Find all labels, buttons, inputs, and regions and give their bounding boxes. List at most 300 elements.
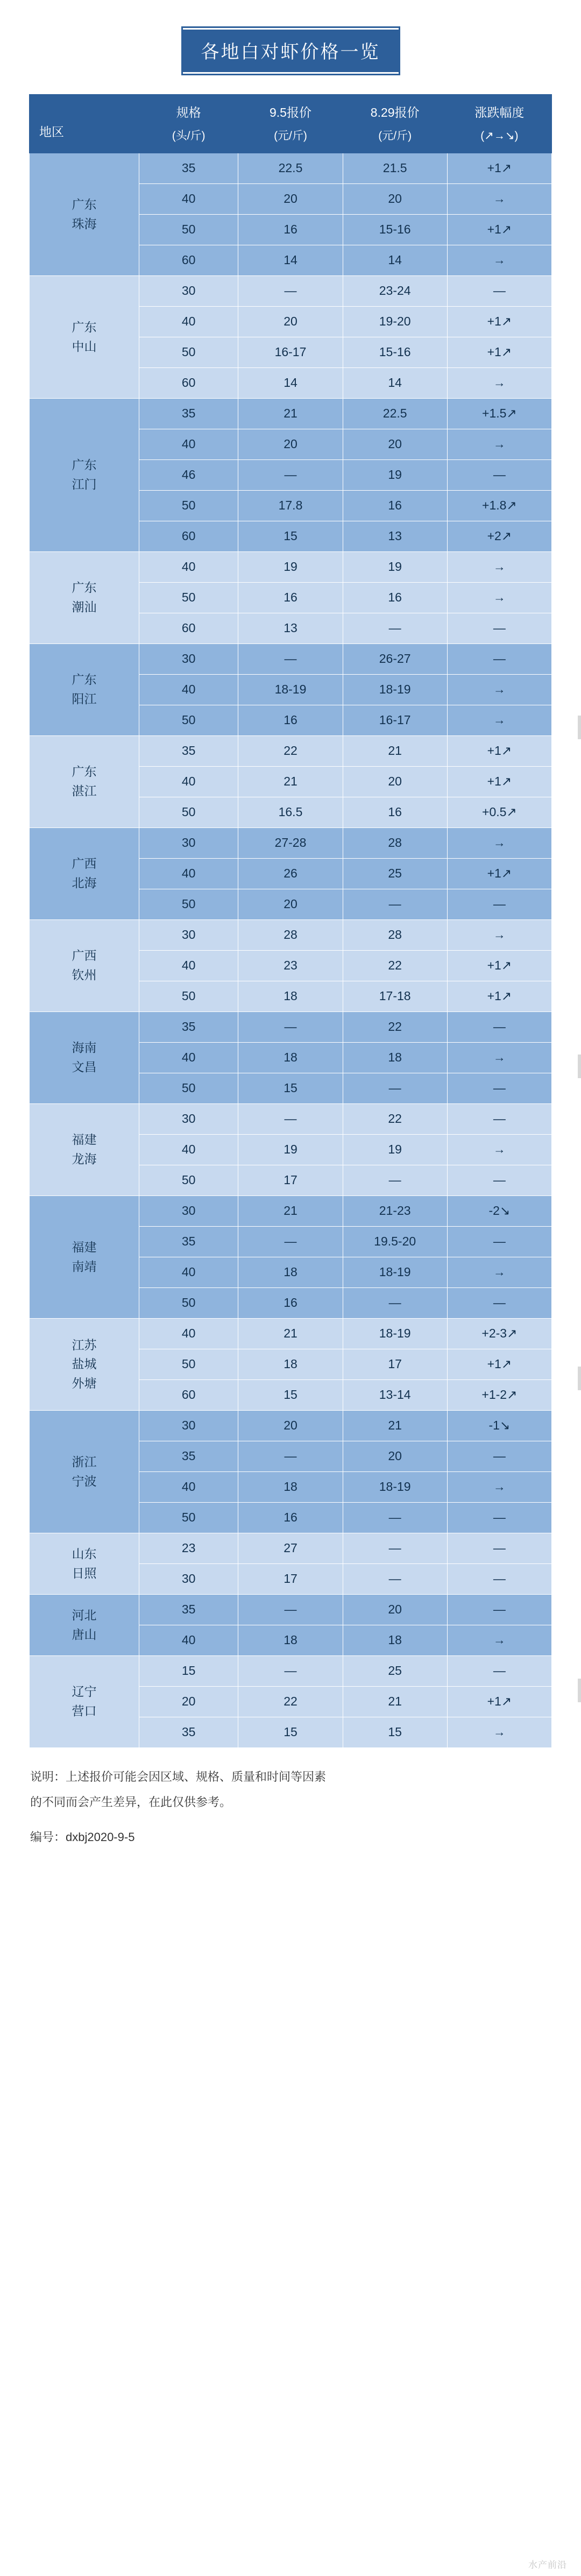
change-cell: → [447, 1043, 551, 1073]
change-cell: — [447, 1104, 551, 1135]
price-0905-cell: 17.8 [238, 491, 343, 521]
spec-cell: 35 [139, 736, 238, 767]
change-cell: — [447, 460, 551, 491]
header-row [30, 95, 552, 153]
price-0829-cell: — [343, 1165, 447, 1196]
price-0829-cell: 13-14 [343, 1380, 447, 1411]
price-0829-cell: 16 [343, 491, 447, 521]
change-cell: +1↗ [447, 153, 551, 184]
price-0829-cell: 21-23 [343, 1196, 447, 1227]
spec-cell: 30 [139, 1196, 238, 1227]
region-line: 唐山 [72, 1627, 97, 1641]
change-cell: — [447, 1656, 551, 1687]
price-0829-cell: — [343, 613, 447, 644]
header-price-0829-label: 8.29报价 [370, 105, 420, 119]
document-code: 编号：dxbj2020-9-5 [30, 1830, 135, 1844]
change-cell: +2↗ [447, 521, 551, 552]
spec-cell: 40 [139, 675, 238, 705]
spec-cell: 50 [139, 797, 238, 828]
price-0829-cell: 19 [343, 1135, 447, 1165]
spec-cell: 30 [139, 1411, 238, 1441]
region-line: 江苏 [72, 1337, 97, 1352]
spec-cell: 35 [139, 1595, 238, 1625]
region-line: 盐城 [72, 1357, 97, 1371]
price-0905-cell: 22 [238, 1687, 343, 1717]
spec-cell: 40 [139, 859, 238, 889]
price-0829-cell: 18 [343, 1625, 447, 1656]
region-line: 广西 [72, 857, 97, 871]
price-0829-cell: 22 [343, 951, 447, 981]
spec-cell: 30 [139, 920, 238, 951]
price-0829-cell: 18 [343, 1043, 447, 1073]
price-0829-cell: 17 [343, 1349, 447, 1380]
change-cell: — [447, 889, 551, 920]
spec-cell: 40 [139, 1472, 238, 1503]
spec-cell: 30 [139, 1564, 238, 1595]
change-cell: -1↘ [447, 1411, 551, 1441]
price-0829-cell: — [343, 1073, 447, 1104]
spec-cell: 60 [139, 521, 238, 552]
change-cell: +1↗ [447, 767, 551, 797]
change-cell: — [447, 1288, 551, 1319]
spec-cell: 30 [139, 276, 238, 307]
header-price-0905-unit: (元/斤) [274, 129, 307, 142]
region-line: 日照 [72, 1566, 97, 1580]
change-cell: — [447, 1441, 551, 1472]
change-cell: +1↗ [447, 307, 551, 337]
table-row [30, 1595, 552, 1625]
spec-cell: 40 [139, 951, 238, 981]
region-line: 海南 [72, 1041, 97, 1055]
region-line: 福建 [72, 1133, 97, 1147]
spec-cell: 40 [139, 1135, 238, 1165]
change-cell: +1↗ [447, 981, 551, 1012]
region-line: 山东 [72, 1546, 97, 1561]
spec-cell: 50 [139, 1288, 238, 1319]
spec-cell: 35 [139, 1012, 238, 1043]
spec-cell: 60 [139, 245, 238, 276]
price-0905-cell: 20 [238, 429, 343, 460]
price-0905-cell: 20 [238, 1411, 343, 1441]
spec-cell: 40 [139, 1043, 238, 1073]
price-0829-cell: — [343, 1533, 447, 1564]
spec-cell: 60 [139, 1380, 238, 1411]
change-cell: +1↗ [447, 1349, 551, 1380]
price-0829-cell: 16-17 [343, 705, 447, 736]
change-cell: +0.5↗ [447, 797, 551, 828]
change-cell: → [447, 1625, 551, 1656]
price-0829-cell: — [343, 1288, 447, 1319]
spec-cell: 35 [139, 399, 238, 429]
header-price-0905-label: 9.5报价 [269, 105, 311, 119]
change-cell: → [447, 1472, 551, 1503]
change-cell: +1↗ [447, 859, 551, 889]
note-line-1: 说明：上述报价可能会因区域、规格、质量和时间等因素 [30, 1770, 327, 1784]
region-cell [30, 644, 139, 736]
table-row [30, 1656, 552, 1687]
spec-cell: 40 [139, 767, 238, 797]
price-0905-cell: — [238, 644, 343, 675]
spec-cell: 50 [139, 889, 238, 920]
change-cell: +1↗ [447, 1687, 551, 1717]
change-cell: — [447, 276, 551, 307]
region-line: 河北 [72, 1608, 97, 1622]
region-cell [30, 552, 139, 644]
spec-cell: 50 [139, 491, 238, 521]
price-0905-cell: — [238, 276, 343, 307]
price-0905-cell: — [238, 460, 343, 491]
spec-cell: 35 [139, 1227, 238, 1257]
table-row [30, 276, 552, 307]
price-0829-cell: 20 [343, 184, 447, 215]
price-0905-cell: 22.5 [238, 153, 343, 184]
table-row [30, 399, 552, 429]
region-line: 外塘 [72, 1376, 97, 1390]
header-region: 地区 [30, 95, 139, 153]
region-line: 辽宁 [72, 1685, 97, 1699]
spec-cell: 30 [139, 1104, 238, 1135]
price-0905-cell: 18 [238, 1043, 343, 1073]
region-line: 营口 [72, 1704, 97, 1718]
price-0905-cell: 15 [238, 521, 343, 552]
price-0829-cell: — [343, 889, 447, 920]
price-0905-cell: 16 [238, 1503, 343, 1533]
spec-cell: 50 [139, 1073, 238, 1104]
price-0905-cell: 18 [238, 1472, 343, 1503]
header-change-label: 涨跌幅度 [474, 105, 525, 119]
region-cell [30, 276, 139, 399]
region-line: 北海 [72, 876, 97, 890]
price-0905-cell: — [238, 1012, 343, 1043]
spec-cell: 60 [139, 613, 238, 644]
change-cell: → [447, 1257, 551, 1288]
price-0905-cell: 16.5 [238, 797, 343, 828]
price-0829-cell: 14 [343, 368, 447, 399]
spec-cell: 40 [139, 1319, 238, 1349]
region-cell [30, 1533, 139, 1595]
region-line: 文昌 [72, 1060, 97, 1074]
table-row [30, 1533, 552, 1564]
region-cell [30, 1319, 139, 1411]
region-line: 广西 [72, 949, 97, 963]
price-0905-cell: 13 [238, 613, 343, 644]
price-0829-cell: 25 [343, 859, 447, 889]
price-0905-cell: 21 [238, 399, 343, 429]
table-row [30, 153, 552, 184]
spec-cell: 30 [139, 828, 238, 859]
change-cell: → [447, 552, 551, 583]
table-container [0, 94, 581, 1748]
table-row [30, 920, 552, 951]
table-row [30, 552, 552, 583]
spec-cell: 23 [139, 1533, 238, 1564]
price-0829-cell: 18-19 [343, 1472, 447, 1503]
price-0829-cell: 17-18 [343, 981, 447, 1012]
footer-notes [0, 1748, 581, 1813]
change-cell: — [447, 1073, 551, 1104]
price-0829-cell: — [343, 1503, 447, 1533]
price-0829-cell: 25 [343, 1656, 447, 1687]
region-line: 江门 [72, 477, 97, 491]
region-cell [30, 736, 139, 828]
region-cell [30, 1656, 139, 1748]
price-table [29, 94, 552, 1748]
price-0829-cell: — [343, 1564, 447, 1595]
price-0905-cell: 16 [238, 1288, 343, 1319]
price-0829-cell: 22 [343, 1104, 447, 1135]
price-0829-cell: 22.5 [343, 399, 447, 429]
spec-cell: 15 [139, 1656, 238, 1687]
region-line: 南靖 [72, 1259, 97, 1273]
price-0829-cell: 20 [343, 767, 447, 797]
spec-cell: 50 [139, 215, 238, 245]
price-0905-cell: 22 [238, 736, 343, 767]
region-line: 浙江 [72, 1454, 97, 1469]
region-line: 广东 [72, 320, 97, 334]
price-0905-cell: 27 [238, 1533, 343, 1564]
region-cell [30, 1595, 139, 1656]
change-cell: +1-2↗ [447, 1380, 551, 1411]
price-0905-cell: 18-19 [238, 675, 343, 705]
region-line: 广东 [72, 581, 97, 595]
spec-cell: 50 [139, 1165, 238, 1196]
edge-tick-1 [578, 716, 581, 739]
price-0905-cell: 21 [238, 1319, 343, 1349]
change-cell: +1.5↗ [447, 399, 551, 429]
region-line: 湛江 [72, 784, 97, 798]
edge-tick-2 [578, 1055, 581, 1078]
change-cell: — [447, 613, 551, 644]
table-row [30, 1104, 552, 1135]
change-cell: → [447, 245, 551, 276]
header-change-legend: (↗→↘) [480, 129, 519, 142]
price-0829-cell: 13 [343, 521, 447, 552]
spec-cell: 50 [139, 1349, 238, 1380]
header-price-0829-unit: (元/斤) [378, 129, 412, 142]
price-0829-cell: 14 [343, 245, 447, 276]
change-cell: — [447, 1503, 551, 1533]
price-0829-cell: 19 [343, 460, 447, 491]
price-0829-cell: 15-16 [343, 337, 447, 368]
price-0905-cell: — [238, 1227, 343, 1257]
price-0905-cell: 19 [238, 1135, 343, 1165]
spec-cell: 30 [139, 644, 238, 675]
change-cell: — [447, 1165, 551, 1196]
price-0829-cell: 28 [343, 828, 447, 859]
price-0905-cell: 15 [238, 1380, 343, 1411]
price-0905-cell: 17 [238, 1564, 343, 1595]
region-line: 宁波 [72, 1474, 97, 1488]
spec-cell: 60 [139, 368, 238, 399]
price-0829-cell: 21.5 [343, 153, 447, 184]
price-0905-cell: — [238, 1441, 343, 1472]
region-line: 中山 [72, 339, 97, 353]
table-header [30, 95, 552, 153]
spec-cell: 40 [139, 1257, 238, 1288]
price-0905-cell: 16 [238, 583, 343, 613]
price-0905-cell: 14 [238, 245, 343, 276]
price-0905-cell: 16 [238, 705, 343, 736]
change-cell: → [447, 920, 551, 951]
change-cell: → [447, 828, 551, 859]
price-0905-cell: 20 [238, 889, 343, 920]
region-line: 钦州 [72, 968, 97, 982]
region-cell [30, 920, 139, 1012]
price-0829-cell: 21 [343, 736, 447, 767]
spec-cell: 35 [139, 153, 238, 184]
price-0829-cell: 19.5-20 [343, 1227, 447, 1257]
table-row [30, 644, 552, 675]
note-line-2: 的不同而会产生差异，在此仅供参考。 [30, 1795, 232, 1809]
change-cell: +1↗ [447, 215, 551, 245]
price-0905-cell: 16-17 [238, 337, 343, 368]
region-line: 阳江 [72, 692, 97, 706]
price-0829-cell: 18-19 [343, 675, 447, 705]
spec-cell: 46 [139, 460, 238, 491]
price-0829-cell: 20 [343, 429, 447, 460]
price-0829-cell: 21 [343, 1411, 447, 1441]
price-0905-cell: 21 [238, 767, 343, 797]
change-cell: → [447, 1135, 551, 1165]
price-0905-cell: 16 [238, 215, 343, 245]
region-cell [30, 828, 139, 920]
change-cell: +1↗ [447, 951, 551, 981]
price-0829-cell: 23-24 [343, 276, 447, 307]
header-change [447, 95, 551, 153]
price-0905-cell: 19 [238, 552, 343, 583]
change-cell: +1↗ [447, 337, 551, 368]
price-0829-cell: 19-20 [343, 307, 447, 337]
price-0905-cell: 18 [238, 1625, 343, 1656]
price-0905-cell: 18 [238, 1349, 343, 1380]
price-0905-cell: 20 [238, 184, 343, 215]
price-0829-cell: 16 [343, 583, 447, 613]
region-cell [30, 399, 139, 552]
spec-cell: 40 [139, 429, 238, 460]
price-0829-cell: 18-19 [343, 1319, 447, 1349]
spec-cell: 50 [139, 583, 238, 613]
region-cell [30, 1104, 139, 1196]
price-0905-cell: 26 [238, 859, 343, 889]
price-0905-cell: — [238, 1595, 343, 1625]
price-0829-cell: 15-16 [343, 215, 447, 245]
price-0905-cell: 28 [238, 920, 343, 951]
price-0905-cell: 27-28 [238, 828, 343, 859]
spec-cell: 50 [139, 337, 238, 368]
price-0905-cell: 21 [238, 1196, 343, 1227]
spec-cell: 50 [139, 705, 238, 736]
change-cell: — [447, 1227, 551, 1257]
change-cell: -2↘ [447, 1196, 551, 1227]
spec-cell: 40 [139, 552, 238, 583]
region-line: 广东 [72, 673, 97, 687]
change-cell: → [447, 583, 551, 613]
change-cell: — [447, 644, 551, 675]
spec-cell: 50 [139, 981, 238, 1012]
spec-cell: 50 [139, 1503, 238, 1533]
header-spec [139, 95, 238, 153]
table-body [30, 153, 552, 1748]
change-cell: → [447, 184, 551, 215]
spec-cell: 40 [139, 307, 238, 337]
price-0829-cell: 20 [343, 1441, 447, 1472]
price-0829-cell: 20 [343, 1595, 447, 1625]
change-cell: — [447, 1595, 551, 1625]
change-cell: +1.8↗ [447, 491, 551, 521]
price-0829-cell: 15 [343, 1717, 447, 1748]
region-cell [30, 1196, 139, 1319]
change-cell: → [447, 368, 551, 399]
change-cell: → [447, 705, 551, 736]
region-line: 福建 [72, 1240, 97, 1254]
price-0905-cell: 14 [238, 368, 343, 399]
page-title: 各地白对虾价格一览 [183, 28, 399, 74]
region-line: 潮汕 [72, 600, 97, 614]
price-0829-cell: 18-19 [343, 1257, 447, 1288]
table-row [30, 1411, 552, 1441]
watermark: 水产前沿 [528, 2560, 567, 2570]
spec-cell: 40 [139, 1625, 238, 1656]
change-cell: — [447, 1012, 551, 1043]
price-0905-cell: 18 [238, 1257, 343, 1288]
spec-cell: 35 [139, 1717, 238, 1748]
price-0829-cell: 21 [343, 1687, 447, 1717]
region-cell [30, 1012, 139, 1104]
price-0905-cell: 15 [238, 1073, 343, 1104]
price-0905-cell: — [238, 1656, 343, 1687]
price-0829-cell: 26-27 [343, 644, 447, 675]
change-cell: — [447, 1533, 551, 1564]
price-0905-cell: 17 [238, 1165, 343, 1196]
price-0829-cell: 28 [343, 920, 447, 951]
edge-tick-3 [578, 1367, 581, 1390]
spec-cell: 35 [139, 1441, 238, 1472]
region-cell [30, 1411, 139, 1533]
header-spec-unit: (头/斤) [172, 129, 206, 142]
header-price-0905 [238, 95, 343, 153]
change-cell: → [447, 1717, 551, 1748]
change-cell: — [447, 1564, 551, 1595]
price-0905-cell: 20 [238, 307, 343, 337]
region-cell [30, 153, 139, 276]
table-row [30, 828, 552, 859]
change-cell: → [447, 429, 551, 460]
change-cell: +1↗ [447, 736, 551, 767]
spec-cell: 20 [139, 1687, 238, 1717]
region-line: 珠海 [72, 216, 97, 231]
price-0829-cell: 19 [343, 552, 447, 583]
table-row [30, 1319, 552, 1349]
table-row [30, 736, 552, 767]
title-banner [0, 0, 581, 94]
change-cell: +2-3↗ [447, 1319, 551, 1349]
price-0905-cell: — [238, 1104, 343, 1135]
header-price-0829 [343, 95, 447, 153]
spec-cell: 40 [139, 184, 238, 215]
table-row [30, 1012, 552, 1043]
edge-tick-4 [578, 1679, 581, 1702]
region-line: 广东 [72, 197, 97, 211]
price-0905-cell: 23 [238, 951, 343, 981]
price-0829-cell: 22 [343, 1012, 447, 1043]
price-0829-cell: 16 [343, 797, 447, 828]
price-0905-cell: 15 [238, 1717, 343, 1748]
region-line: 广东 [72, 458, 97, 472]
header-spec-label: 规格 [176, 105, 201, 119]
table-row [30, 1196, 552, 1227]
price-0905-cell: 18 [238, 981, 343, 1012]
region-line: 广东 [72, 765, 97, 779]
